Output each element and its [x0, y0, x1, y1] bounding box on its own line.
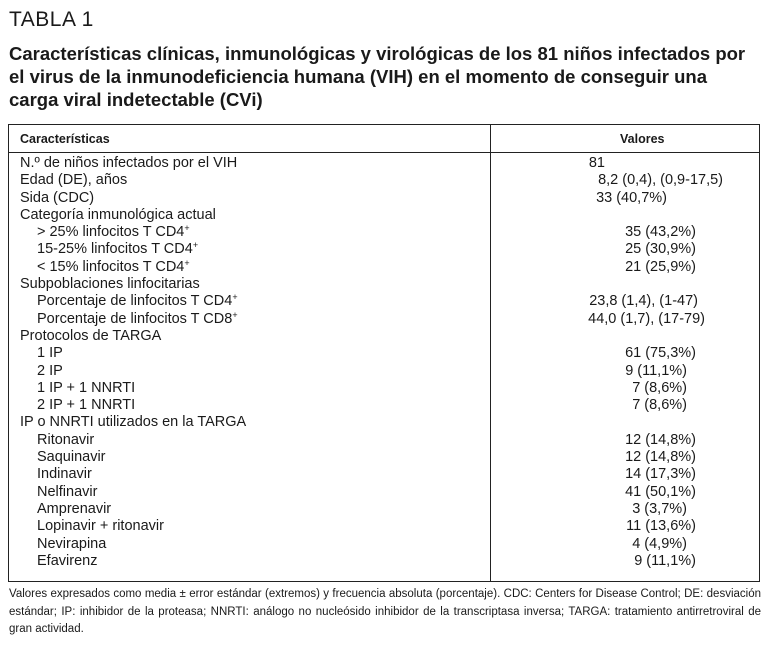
table-row	[9, 241, 759, 258]
row-label-text: IP o NNRTI utilizados en la TARGA	[20, 414, 247, 431]
row-label	[20, 155, 237, 172]
row-label	[37, 345, 63, 362]
table-title: Características clínicas, inmunológicas y virológicas de los 81 niños infectados por el virus de la inmunodeficiencia humana (VIH) en el momento de conseguir una carga viral indetectable (CVi)	[9, 43, 746, 110]
row-label-text: < 15% linfocitos T CD4	[37, 258, 185, 275]
row-value: 21 (25,9%)	[625, 258, 696, 275]
row-label-superscript: +	[232, 292, 238, 303]
table-row	[9, 553, 759, 570]
table-label: TABLA 1	[9, 8, 94, 31]
row-value: 8,2 (0,4), (0,9-17,5)	[598, 172, 723, 189]
row-value: 14 (17,3%)	[625, 466, 696, 483]
table-row	[9, 276, 759, 293]
table-row	[9, 207, 759, 224]
row-value: 81	[588, 155, 605, 171]
row-value: 7 (8,6%)	[632, 379, 687, 396]
header-characteristics: Características	[20, 132, 110, 146]
row-label-text: Efavirenz	[37, 552, 98, 569]
row-label	[37, 241, 198, 258]
row-label	[37, 553, 97, 570]
row-label-text: Categoría inmunológica actual	[20, 206, 216, 223]
row-value: 11 (13,6%)	[626, 518, 696, 535]
table-row	[9, 363, 759, 380]
row-label-text: 2 IP	[37, 362, 63, 379]
row-label-text: Nevirapina	[37, 535, 107, 552]
row-label-text: Subpoblaciones linfocitarias	[20, 276, 200, 293]
row-value: 35 (43,2%)	[625, 224, 696, 241]
table-row	[9, 501, 759, 518]
table-row	[9, 293, 759, 310]
table-row	[9, 536, 759, 553]
table-row	[9, 311, 759, 328]
row-label	[37, 518, 164, 535]
table-row	[9, 224, 759, 241]
row-label	[37, 224, 190, 241]
row-label-text: > 25% linfocitos T CD4	[37, 224, 185, 241]
row-label	[37, 363, 63, 380]
table-row	[9, 345, 759, 362]
row-value: 9 (11,1%)	[625, 362, 687, 379]
row-label	[20, 207, 216, 224]
row-label-text: Protocolos de TARGA	[20, 327, 162, 344]
table-row	[9, 432, 759, 449]
row-value: 23,8 (1,4), (1-47)	[589, 293, 698, 310]
row-label-superscript: +	[232, 309, 238, 320]
row-label-superscript: +	[192, 240, 199, 251]
header-values: Valores	[620, 132, 665, 146]
row-label-text: 15-25% linfocitos T CD4	[37, 241, 193, 258]
row-label	[20, 328, 161, 345]
table-row	[9, 259, 759, 276]
row-label	[37, 293, 238, 310]
table-row	[9, 172, 759, 189]
row-label-text: Sida (CDC)	[20, 189, 95, 206]
table-body	[9, 155, 759, 570]
table-row	[9, 484, 759, 501]
row-value: 44,0 (1,7), (17-79)	[588, 310, 705, 327]
row-label-text: Saquinavir	[37, 449, 106, 466]
row-value: 33 (40,7%)	[596, 189, 667, 206]
row-label-text: Nelfinavir	[37, 483, 98, 500]
row-label-text: Ritonavir	[37, 431, 95, 448]
row-label	[37, 380, 135, 397]
row-label-text: 1 IP	[37, 345, 63, 362]
row-label	[37, 397, 135, 414]
row-value: 4 (4,9%)	[632, 535, 687, 552]
row-label-superscript: +	[184, 257, 190, 268]
row-label-text: Lopinavir + ritonavir	[37, 518, 164, 535]
row-value: 25 (30,9%)	[625, 241, 696, 258]
row-label	[37, 311, 238, 328]
table-row	[9, 328, 759, 345]
row-value: 3 (3,7%)	[632, 500, 687, 517]
row-label	[37, 501, 111, 518]
row-value: 41 (50,1%)	[625, 483, 696, 500]
row-label-text: Amprenavir	[37, 500, 112, 517]
table-row	[9, 397, 759, 414]
table-row	[9, 380, 759, 397]
row-value: 7 (8,6%)	[632, 397, 687, 414]
table-footnote: Valores expresados como media ± error estándar (extremos) y frecuencia absoluta (porcentaje). CDC: Centers for Disease Control; DE: desviación estándar; IP: inhibidor de la proteasa; NNRTI: análogo no nucleósido inhibidor de la transcriptasa inversa; TARGA: tratamiento antirretroviral de gran actividad.	[9, 588, 761, 635]
row-label	[37, 484, 97, 501]
row-label-text: Porcentaje de linfocitos T CD4	[37, 293, 233, 310]
row-label	[20, 190, 94, 207]
row-label-text: Porcentaje de linfocitos T CD8	[37, 310, 233, 327]
row-label	[20, 172, 127, 189]
table-header	[9, 125, 759, 153]
row-label	[37, 259, 190, 276]
row-value: 61 (75,3%)	[625, 345, 696, 362]
row-label	[37, 449, 106, 466]
table-row	[9, 466, 759, 483]
data-table	[8, 124, 760, 582]
table-row	[9, 155, 759, 172]
row-label	[20, 414, 246, 431]
table-row	[9, 449, 759, 466]
row-value: 9 (11,1%)	[634, 552, 696, 569]
row-label	[37, 432, 94, 449]
table-row	[9, 190, 759, 207]
row-label-text: N.º de niños infectados por el VIH	[20, 155, 238, 171]
row-label-text: Edad (DE), años	[20, 172, 128, 189]
table-row	[9, 414, 759, 431]
row-label-superscript: +	[184, 223, 190, 234]
row-label	[37, 466, 92, 483]
row-label-text: 2 IP + 1 NNRTI	[37, 397, 136, 414]
row-value: 12 (14,8%)	[625, 431, 696, 448]
row-label	[37, 536, 106, 553]
row-value: 12 (14,8%)	[625, 449, 696, 466]
row-label	[20, 276, 200, 293]
table-row	[9, 518, 759, 535]
row-label-text: Indinavir	[37, 466, 92, 483]
row-label-text: 1 IP + 1 NNRTI	[37, 379, 136, 396]
